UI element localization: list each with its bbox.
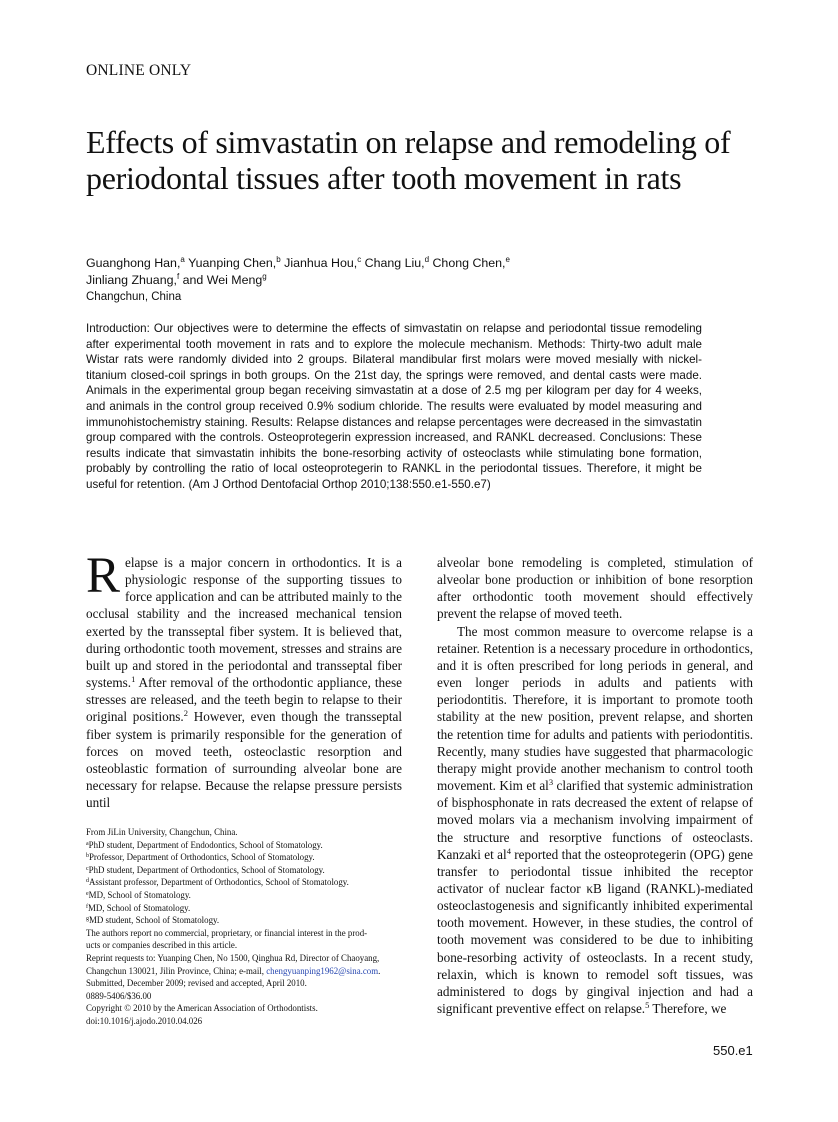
author-name: Jianhua Hou, xyxy=(284,256,358,270)
abstract: Introduction: Our objectives were to determine the effects of simvastatin on relapse and periodontal tissue remodeling after experimental tooth movement in rats and to explore the molecule mechanism. Methods: Thirty-two adult male Wistar rats were randomly divided into 2 groups. Bilateral mandibular first molars were moved mesially with nickel-titanium closed-coil springs in both groups. On the 21st day, the springs were removed, and dental casts were made. Animals in the experimental group began receiving simvastatin at a dose of 2.5 mg per kilogram per day for 4 weeks, and animals in the control group received 0.9% sodium chloride. The results were evaluated by model measuring and immunohistochemistry staining. Results: Relapse distances and relapse percentages were decreased in the simvastatin group compared with the controls. Osteoprotegerin expression increased, and RANKL decreased. Conclusions: These results indicate that simvastatin inhibits the bone-resorbing activity of osteoclasts while stimulating bone formation, probably by controlling the ratio of local osteoprotegerin to RANKL in the periodontal tissues. Therefore, it might be useful for retention. (Am J Orthod Dentofacial Orthop 2010;138:550.e1-550.e7) xyxy=(86,322,702,491)
author-name: Chang Liu, xyxy=(364,256,425,270)
citation-ref: 2 xyxy=(183,708,188,719)
section-label: ONLINE ONLY xyxy=(86,62,192,79)
footnote-affiliation: $^g$MD student, School of Stomatology. xyxy=(86,915,220,926)
footnote-disclosure: The authors report no commercial, proprietary, or financial interest in the prod- xyxy=(86,927,368,938)
footnote-reprint: Reprint requests to: Yuanping Chen, No 1500, Qinghua Rd, Director of Chaoyang, xyxy=(86,952,380,963)
affiliation-mark: b xyxy=(276,255,281,264)
body-column-right xyxy=(437,554,753,1017)
footnote-affiliation: $^e$MD, School of Stomatology. xyxy=(86,889,191,900)
drop-cap: R xyxy=(86,548,121,604)
footnote-submitted: Submitted, December 2009; revised and accepted, April 2010. xyxy=(86,978,307,989)
footnote-copyright: Copyright © 2010 by the American Association of Orthodontists. xyxy=(86,1003,318,1014)
author-location: Changchun, China xyxy=(86,291,182,303)
citation-ref: 4 xyxy=(506,845,511,856)
citation-ref: 1 xyxy=(131,674,136,685)
affiliation-mark: e xyxy=(505,255,510,264)
affiliation-mark: a xyxy=(180,255,185,264)
email-link[interactable]: chengyuanping1962@sina.com xyxy=(266,965,379,976)
author-name: Yuanping Chen, xyxy=(188,256,277,270)
footnote-affiliation: $^d$Assistant professor, Department of Orthodontics, School of Stomatology. xyxy=(86,877,349,888)
footnote-affiliation: $^c$PhD student, Department of Orthodontics, School of Stomatology. xyxy=(86,864,325,875)
citation-ref: 3 xyxy=(548,777,554,788)
page-number: 550.e1 xyxy=(713,1043,753,1058)
affiliation-mark: c xyxy=(357,255,362,264)
footnote-reprint: Changchun 130021, Jilin Province, China; e-mail, chengyuanping1962@sina.com. xyxy=(86,965,381,976)
article-title: Effects of simvastatin on relapse and remodeling of periodontal tissues after tooth movement in rats xyxy=(86,124,731,196)
author-name: Jinliang Zhuang, xyxy=(86,273,177,287)
body-paragraph: alveolar bone remodeling is completed, stimulation of alveolar bone production or inhibition of bone resorption after orthodontic tooth movement should effectively prevent the relapse of moved teeth. xyxy=(437,555,753,622)
author-name: Guanghong Han, xyxy=(86,256,181,270)
footnote-issn: 0889-5406/$36.00 xyxy=(86,990,152,1001)
affiliation-mark: d xyxy=(424,255,430,264)
footnote-from: From JiLin University, Changchun, China. xyxy=(86,827,238,837)
author-name: Chong Chen, xyxy=(432,256,506,270)
footnote-affiliation: $^f$MD, School of Stomatology. xyxy=(86,902,191,913)
footnotes xyxy=(86,826,402,1028)
footnote-doi: doi:10.1016/j.ajodo.2010.04.026 xyxy=(86,1015,203,1026)
body-column-left xyxy=(86,548,402,811)
affiliation-mark: f xyxy=(176,272,180,281)
author-list xyxy=(86,255,706,289)
body-paragraph: The most common measure to overcome relapse is a retainer. Retention is a necessary procedure in orthodontics, and it is often prescribed for long periods in general, and even longer periods in adults and patients with periodontitis. Therefore, it is important to promote tooth stability at the new position, prevent relapse, and shorten the retention time for adults and patients with periodontitis. Recently, many studies have suggested that pharmacologic therapy might provide another mechanism to control tooth movement. Kim et $al^3$ clarified that systemic administration of bisphosphonate in rats decreased the extent of relapse of moved molars via a mechanism involving impairment of the structure and resorptive functions of osteoclasts. Kanzaki et $al^4$ reported that the osteoprotegerin (OPG) gene transfer to periodontal tissue inhibited the receptor activator of nuclear factor κB ligand (RANKL)-mediated osteoclastogenesis and significantly inhibited experimental tooth movement. However, in these studies, the control of tooth movement was considered to be due to inhibiting bone-resorbing activity of osteoclasts. In a recent study, relaxin, which is known to remodel soft tissues, was administered to dogs by gingival injection and had a significant preventive effect on relapse.$^5$ Therefore, we xyxy=(437,623,753,1017)
affiliation-mark: g xyxy=(262,272,267,281)
footnote-affiliation: $^b$Professor, Department of Orthodontics, School of Stomatology. xyxy=(86,852,315,863)
citation-ref: 5 xyxy=(645,1000,650,1011)
footnote-disclosure: ucts or companies described in this article. xyxy=(86,940,238,951)
author-name: and Wei Meng xyxy=(182,273,263,287)
body-paragraph: Relapse is a major concern in orthodontics. It is a physiologic response of the supporting tissues to force application and can be attributed mainly to the occlusal stability and the increased mechanical tension exerted by the transseptal fiber system. It is believed that, during orthodontic tooth movement, stresses and strains are built up and stored in the periodontal and transseptal fiber systems.$^1$ After removal of the orthodontic appliance, these stresses are released, and the teeth begin to relapse to their original positions.$^2$ However, even though the transseptal fiber system is primarily responsible for the generation of forces on moved teeth, osteoclastic resorption and osteoblastic formation of surrounding alveolar bone are necessary for relapse. Because the relapse pressure persists until xyxy=(86,548,402,811)
footnote-affiliation: $^a$PhD student, Department of Endodontics, School of Stomatology. xyxy=(86,839,323,850)
